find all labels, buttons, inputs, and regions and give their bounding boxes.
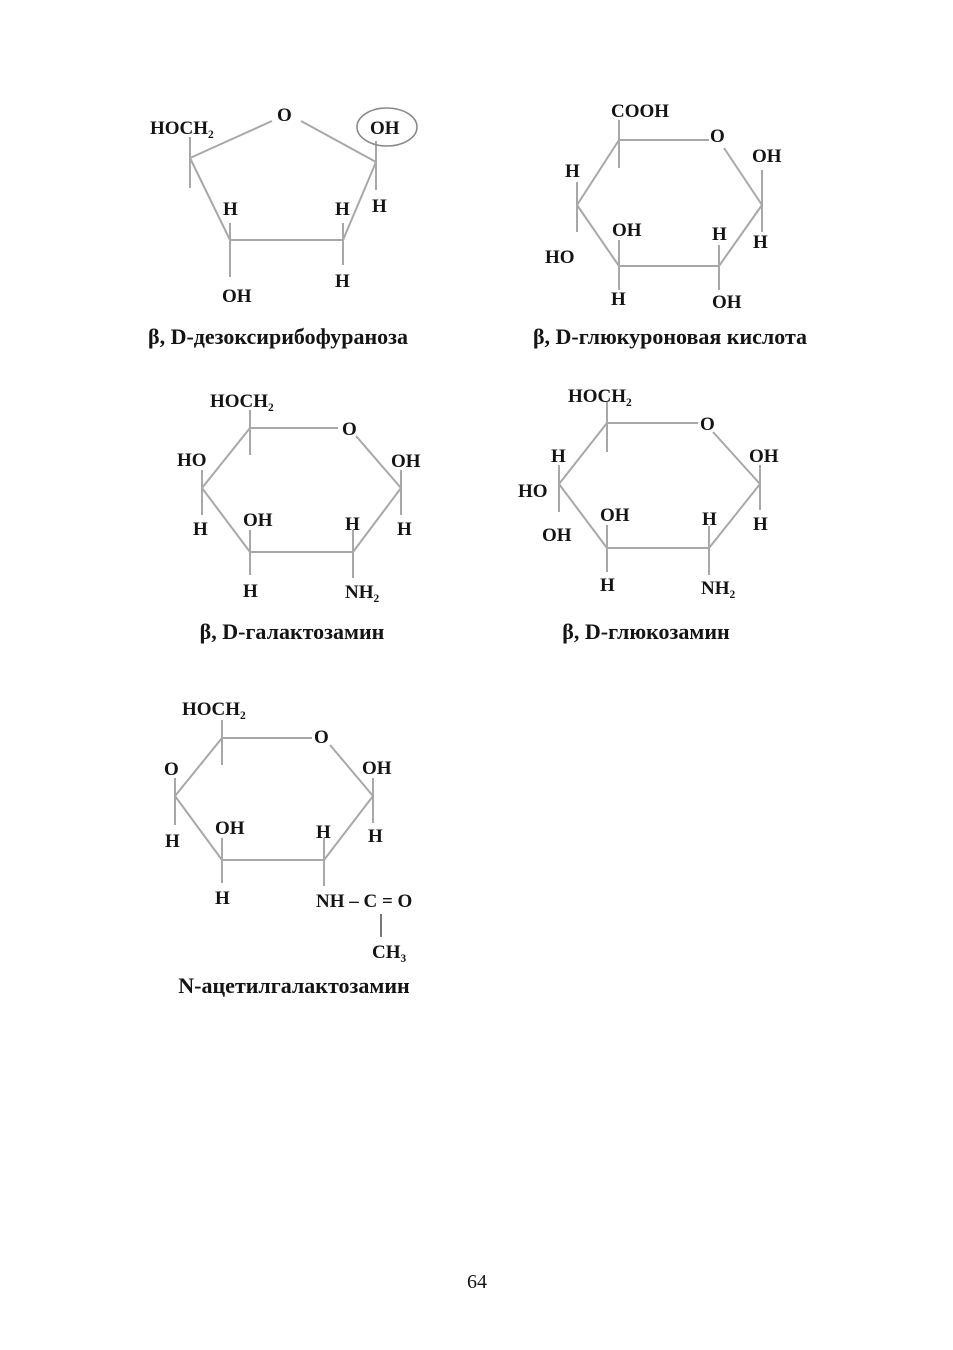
atom-ring-oxygen: O — [314, 727, 329, 748]
atom-oh: OH — [222, 286, 252, 307]
atom-h: H — [368, 826, 383, 847]
atom-oh: OH — [600, 505, 630, 526]
atom-nh-acetyl: NH – C = O — [316, 891, 413, 912]
caption-galactosamine: β, D-галактозамин — [199, 619, 385, 644]
atom-h: H — [243, 581, 258, 602]
atom-oh: OH — [243, 510, 273, 531]
atom-h: H — [551, 446, 566, 467]
atom-hoch2: HOCH₂ — [568, 386, 632, 407]
glucuronic-acid-structure — [533, 101, 807, 349]
atom-h: H — [335, 199, 350, 220]
glucuronic-acid-bonds — [577, 120, 762, 290]
atom-h: H — [702, 509, 717, 530]
atom-h: H — [753, 232, 768, 253]
atom-oh: OH — [612, 220, 642, 241]
page-number: 64 — [467, 1271, 487, 1293]
atom-h: H — [193, 519, 208, 540]
galactosamine-bonds — [202, 410, 401, 578]
atom-nh2: NH₂ — [345, 582, 380, 603]
atom-h: H — [223, 199, 238, 220]
caption-glucuronic-acid: β, D-глюкуроновая кислота — [532, 324, 808, 349]
atom-oh: OH — [215, 818, 245, 839]
caption-acetylgalactosamine: N-ацетилгалактозамин — [178, 973, 410, 998]
atom-oh: OH — [752, 146, 782, 167]
atom-h: H — [345, 514, 360, 535]
atom-oh: OH — [749, 446, 779, 467]
atom-oh: OH — [391, 451, 421, 472]
atom-oh: OH — [362, 758, 392, 779]
atom-ring-oxygen: O — [342, 419, 357, 440]
atom-ho: HO — [518, 481, 548, 502]
atom-hoch2: HOCH₂ — [182, 699, 246, 720]
atom-o: O — [164, 759, 179, 780]
caption-glucosamine: β, D-глюкозамин — [562, 619, 730, 644]
atom-oh: OH — [712, 292, 742, 313]
atom-h: H — [600, 575, 615, 596]
atom-h: H — [712, 224, 727, 245]
deoxyribofuranose-structure — [148, 105, 417, 349]
atom-ho: HO — [177, 450, 207, 471]
atom-ring-oxygen: O — [700, 414, 715, 435]
atom-oh-anomeric: OH — [370, 118, 400, 139]
atom-ch3: CH₃ — [372, 942, 407, 963]
atom-hoch2: HOCH₂ — [210, 391, 274, 412]
acetylgalactosamine-structure — [164, 699, 412, 998]
atom-h: H — [372, 196, 387, 217]
caption-deoxyribofuranose: β, D-дезоксирибофураноза — [147, 324, 409, 349]
atom-h: H — [316, 822, 331, 843]
atom-h: H — [565, 161, 580, 182]
atom-h: H — [335, 271, 350, 292]
atom-cooh: COOH — [611, 101, 670, 122]
galactosamine-structure — [177, 391, 421, 644]
atom-nh2: NH₂ — [701, 578, 736, 599]
atom-hoch2: HOCH₂ — [150, 118, 214, 139]
atom-h: H — [397, 519, 412, 540]
glucosamine-structure — [518, 386, 779, 644]
atom-oh: OH — [542, 525, 572, 546]
atom-h: H — [165, 831, 180, 852]
atom-ring-oxygen: O — [277, 105, 292, 126]
glucosamine-bonds — [559, 402, 760, 575]
atom-ring-oxygen: O — [710, 126, 725, 147]
atom-ho: HO — [545, 247, 575, 268]
atom-h: H — [753, 514, 768, 535]
atom-h: H — [215, 888, 230, 909]
atom-h: H — [611, 289, 626, 310]
